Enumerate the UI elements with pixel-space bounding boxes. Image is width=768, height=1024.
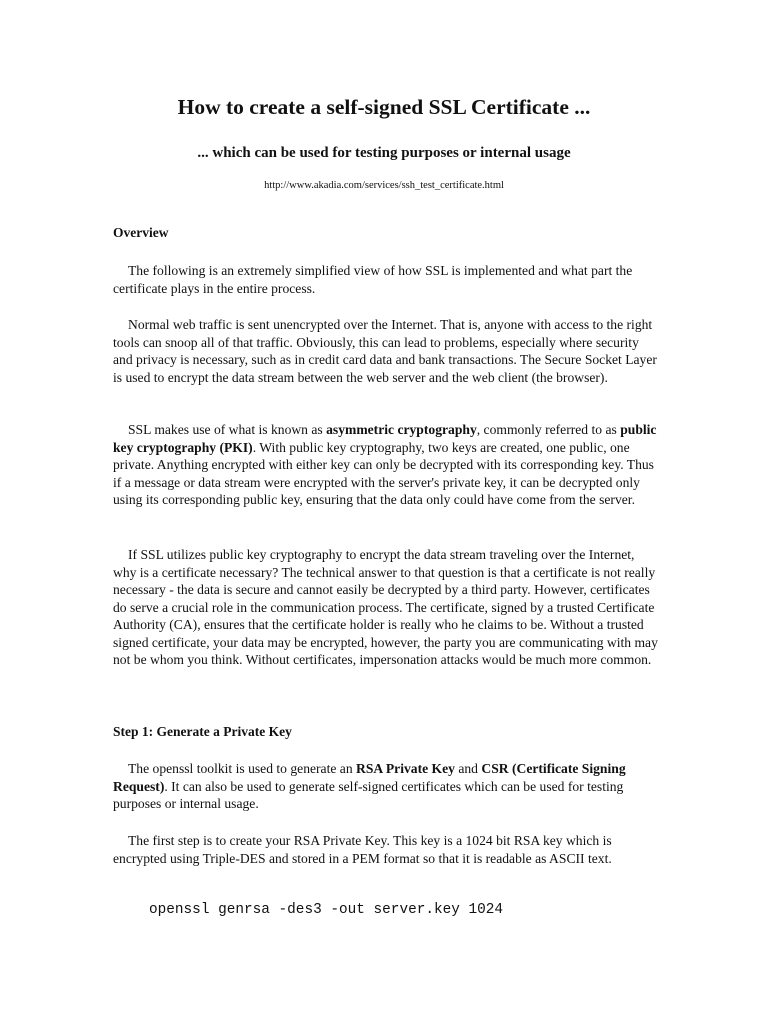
source-url: http://www.akadia.com/services/ssh_test_certificate.html: [264, 180, 504, 191]
text-run: The openssl toolkit is used to generate an: [128, 761, 357, 776]
overview-paragraph-1: The following is an extremely simplified view of how SSL is implemented and what part the certificate plays in the entire process.: [113, 263, 633, 296]
step1-paragraph-1: [113, 760, 658, 813]
text-run: and: [454, 761, 482, 776]
overview-paragraph-3: [113, 421, 658, 509]
text-run: SSL makes use of what is known as: [128, 422, 327, 437]
page-title: How to create a self-signed SSL Certificate ...: [177, 95, 591, 119]
bold-term-rsa-private-key: RSA Private Key: [356, 761, 455, 776]
step1-heading: Step 1: Generate a Private Key: [113, 724, 292, 739]
overview-paragraph-4: If SSL utilizes public key cryptography to encrypt the data stream traveling over the Internet, why is a certificate necessary? The technical answer to that question is that a certificate is not really necessary - the data is secure and cannot easily be decrypted by a third party. However, certificates do serve a crucial role in the communication process. The certificate, signed by a trusted Certificate Authority (CA), ensures that the certificate holder is really who he claims to be. Without a trusted signed certificate, your data may be encrypted, however, the party you are communicating with may not be whom you think. Without certificates, impersonation attacks would be much more common.: [113, 547, 658, 667]
text-run: . With public key cryptography, two keys are created, one public, one private. Anything encrypted with either key can only be decrypted with its corresponding key. Thus if a message or data stream were encrypted with the server's private key, it can be decrypted only using its corresponding public key, ensuring that the data only could have come from the server.: [113, 439, 654, 507]
command-code-block: openssl genrsa -des3 -out server.key 1024: [149, 902, 504, 918]
bold-term-pki: public key cryptography (PKI): [113, 422, 657, 455]
page-subtitle: ... which can be used for testing purposes or internal usage: [197, 145, 571, 161]
overview-heading: Overview: [113, 225, 169, 240]
step1-paragraph-2: The first step is to create your RSA Private Key. This key is a 1024 bit RSA key which is encrypted using Triple-DES and stored in a PEM format so that it is readable as ASCII text.: [113, 833, 612, 866]
text-run: , commonly referred to as: [476, 422, 621, 437]
overview-paragraph-2: Normal web traffic is sent unencrypted over the Internet. That is, anyone with access to the right tools can snoop all of that traffic. Obviously, this can lead to problems, especially where security and privacy is necessary, such as in credit card data and bank transactions. The Secure Socket Layer is used to encrypt the data stream between the web server and the web client (the browser).: [113, 317, 657, 385]
bold-term-csr: CSR (Certificate Signing Request): [113, 761, 626, 794]
bold-term-asymmetric-cryptography: asymmetric cryptography: [326, 422, 477, 437]
text-run: . It can also be used to generate self-signed certificates which can be used for testing purposes or internal usage.: [113, 778, 624, 811]
